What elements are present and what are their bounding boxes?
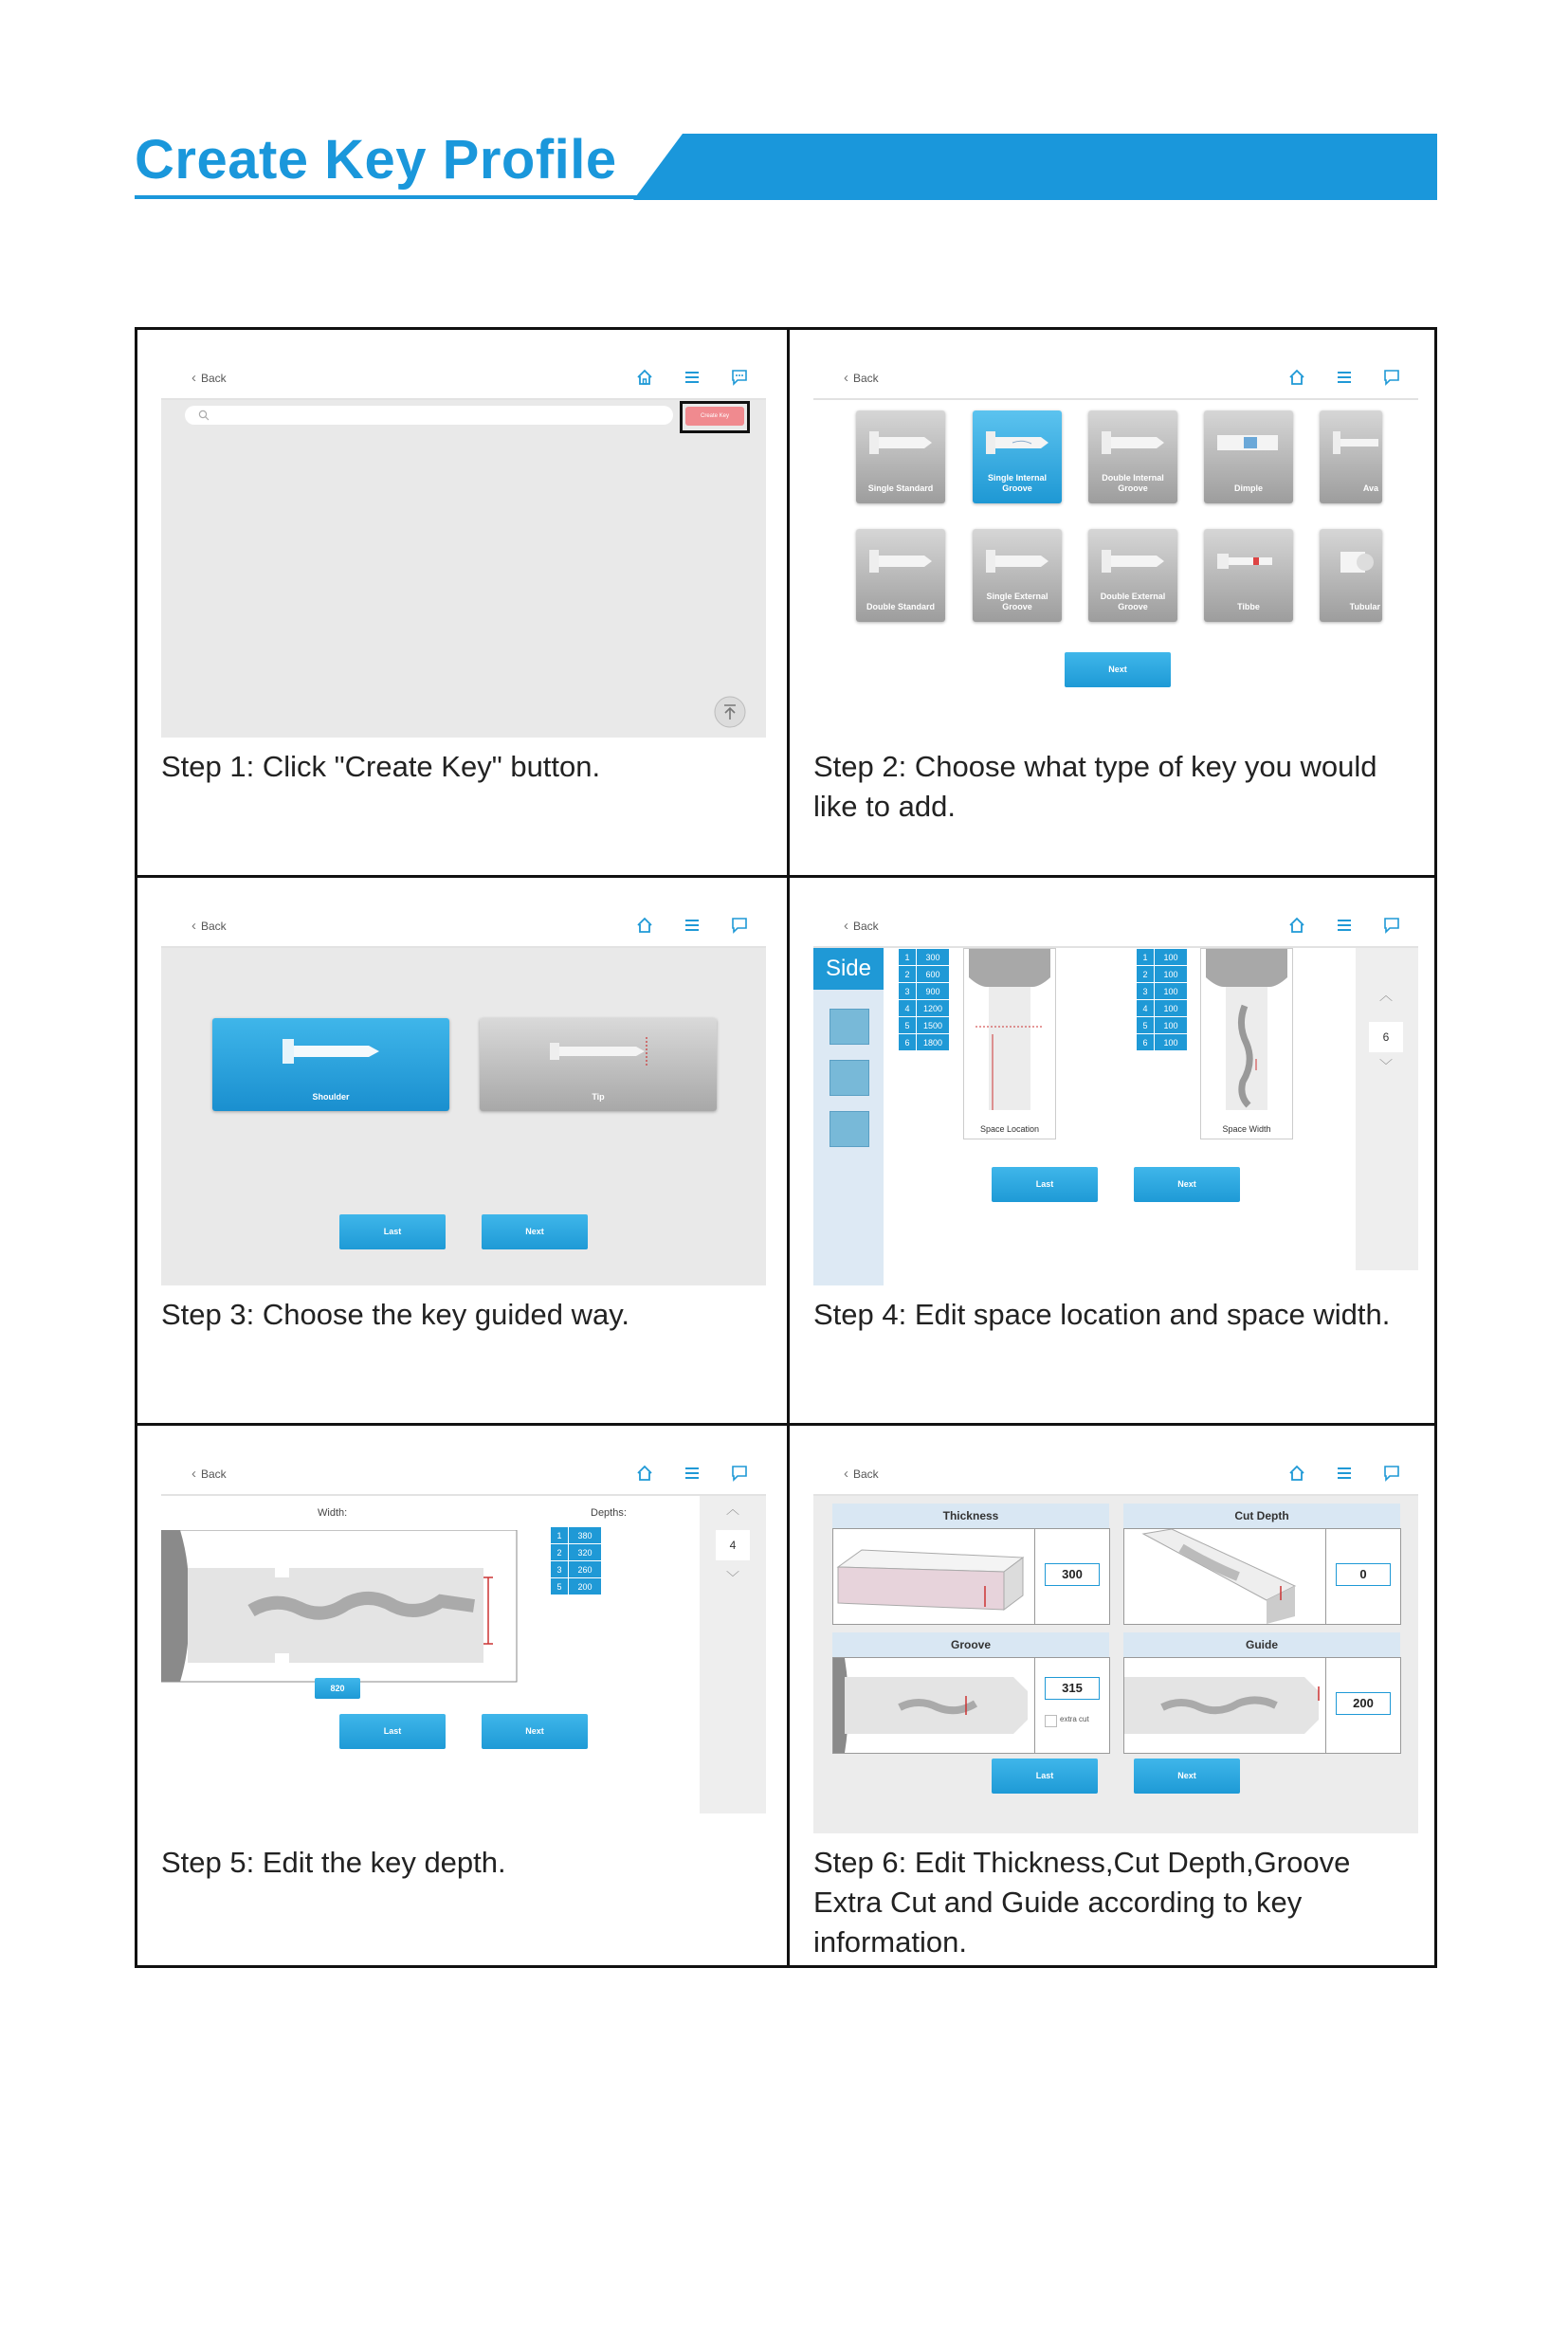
chat-icon[interactable] xyxy=(730,916,749,935)
app-topbar xyxy=(161,906,766,948)
key-guide-icon xyxy=(1124,1658,1325,1753)
menu-icon[interactable] xyxy=(1335,916,1354,935)
extra-cut-checkbox[interactable] xyxy=(1045,1715,1057,1727)
side-ab-option[interactable] xyxy=(830,1111,869,1147)
shoulder-option[interactable] xyxy=(212,1018,449,1111)
key-type-label: Dimple xyxy=(1233,483,1263,493)
key-type-label: Ava xyxy=(1362,483,1378,493)
key-type-tile[interactable] xyxy=(856,410,945,503)
back-label: Back xyxy=(201,372,227,385)
next-button[interactable]: Next xyxy=(1134,1167,1240,1202)
chevron-left-icon: ‹ xyxy=(844,370,848,386)
key-type-tile[interactable] xyxy=(856,529,945,622)
parameters-panel xyxy=(813,1496,1418,1833)
depths-table: 1 380 2 320 3 260 5 200 xyxy=(550,1526,602,1595)
back-button[interactable] xyxy=(844,370,879,386)
cut-depth-input-area xyxy=(1325,1528,1401,1625)
back-button[interactable] xyxy=(191,1466,227,1482)
guide-image xyxy=(1123,1657,1326,1754)
key-type-label: Single Internal Groove xyxy=(987,473,1047,493)
key-icon xyxy=(984,428,1050,458)
last-button[interactable]: Last xyxy=(992,1167,1098,1202)
key-icon xyxy=(1100,428,1166,458)
back-label: Back xyxy=(201,920,227,933)
next-button[interactable]: Next xyxy=(482,1714,588,1749)
key-icon xyxy=(279,1035,383,1067)
groove-image xyxy=(832,1657,1035,1754)
side-label: Side xyxy=(813,948,884,990)
key-type-label: Double Internal Groove xyxy=(1102,473,1164,493)
key-icon xyxy=(1100,546,1166,576)
option-label: Tip xyxy=(592,1092,605,1102)
chat-icon[interactable] xyxy=(1382,916,1401,935)
key-type-label: Single External Groove xyxy=(986,592,1048,611)
step-1-cell xyxy=(137,330,786,875)
app-topbar xyxy=(161,358,766,400)
step-2-screenshot xyxy=(813,358,1418,738)
next-button[interactable]: Next xyxy=(1065,652,1171,687)
back-button[interactable] xyxy=(191,370,227,386)
side-panel xyxy=(813,948,884,1285)
side-b-option[interactable] xyxy=(830,1060,869,1096)
key-icon xyxy=(984,546,1050,576)
stepper-panel xyxy=(700,1496,766,1813)
option-label: Shoulder xyxy=(312,1092,350,1102)
key-type-tile[interactable] xyxy=(1088,410,1177,503)
key-icon xyxy=(546,1035,650,1067)
guide-panel xyxy=(161,948,766,1285)
next-button[interactable]: Next xyxy=(1134,1759,1240,1794)
key-type-label: Tubular xyxy=(1349,602,1380,611)
tip-option[interactable] xyxy=(480,1018,717,1111)
chevron-down-icon[interactable]: ﹀ xyxy=(1379,1058,1393,1073)
search-input[interactable] xyxy=(185,406,673,425)
guide-header: Guide xyxy=(1123,1632,1400,1657)
chevron-left-icon: ‹ xyxy=(844,1466,848,1482)
chevron-left-icon: ‹ xyxy=(844,918,848,934)
chevron-left-icon: ‹ xyxy=(191,370,196,386)
cut-depth-input[interactable]: 0 xyxy=(1336,1563,1391,1586)
key-icon xyxy=(1215,428,1282,458)
key-type-label: Tibbe xyxy=(1237,602,1260,611)
step-1-screenshot xyxy=(161,358,766,738)
step-caption: Step 4: Edit space location and space width. xyxy=(813,1298,1391,1331)
step-4-cell xyxy=(790,878,1438,1423)
depths-label: Depths: xyxy=(591,1507,627,1519)
scroll-top-icon[interactable] xyxy=(714,696,746,728)
key-icon xyxy=(1331,428,1378,458)
stepper-panel xyxy=(1356,948,1418,1270)
menu-icon[interactable] xyxy=(683,1464,702,1483)
key-type-tile[interactable] xyxy=(1320,529,1382,622)
chat-icon[interactable] xyxy=(730,368,749,387)
home-icon[interactable] xyxy=(635,916,654,935)
step-caption: Step 1: Click "Create Key" button. xyxy=(161,750,601,783)
key-type-label: Double Standard xyxy=(866,602,935,611)
groove-header: Groove xyxy=(832,1632,1109,1657)
back-label: Back xyxy=(853,372,879,385)
header-banner xyxy=(633,134,1437,200)
space-width-diagram xyxy=(1200,948,1293,1139)
step-4-screenshot xyxy=(813,906,1418,1285)
home-icon[interactable] xyxy=(1287,1464,1306,1483)
chevron-left-icon: ‹ xyxy=(191,918,196,934)
stepper-value[interactable]: 4 xyxy=(716,1530,750,1560)
last-button[interactable]: Last xyxy=(339,1214,446,1249)
space-width-label: Space Width xyxy=(1222,1124,1271,1134)
key-type-tile[interactable] xyxy=(1204,529,1293,622)
app-topbar xyxy=(813,906,1418,948)
last-button[interactable]: Last xyxy=(992,1759,1098,1794)
width-label: Width: xyxy=(318,1507,348,1519)
chevron-up-icon[interactable]: ︿ xyxy=(1379,988,1393,1003)
back-label: Back xyxy=(201,1467,227,1481)
menu-icon[interactable] xyxy=(1335,1464,1354,1483)
last-button[interactable]: Last xyxy=(339,1714,446,1749)
guide-input-area xyxy=(1325,1657,1401,1754)
chat-icon[interactable] xyxy=(730,1464,749,1483)
space-location-diagram xyxy=(963,948,1056,1139)
back-button[interactable] xyxy=(844,1466,879,1482)
home-icon[interactable] xyxy=(635,1464,654,1483)
chat-icon[interactable] xyxy=(1382,368,1401,387)
space-location-table: 1 300 2 600 3 900 4 1200 5 1500 6 1800 xyxy=(898,948,950,1051)
stepper-value[interactable]: 6 xyxy=(1369,1022,1403,1052)
groove-input-area xyxy=(1034,1657,1110,1754)
step-caption: Step 5: Edit the key depth. xyxy=(161,1846,506,1879)
key-blade-icon xyxy=(1201,949,1292,1110)
back-label: Back xyxy=(853,1467,879,1481)
step-caption: Step 3: Choose the key guided way. xyxy=(161,1298,630,1331)
chevron-up-icon[interactable]: ︿ xyxy=(726,1502,739,1517)
thickness-input-area xyxy=(1034,1528,1110,1625)
back-button[interactable] xyxy=(844,918,879,934)
menu-icon[interactable] xyxy=(1335,368,1354,387)
step-3-screenshot xyxy=(161,906,766,1285)
step-3-cell xyxy=(137,878,786,1423)
search-icon xyxy=(198,410,210,421)
key-type-tile[interactable] xyxy=(1320,410,1382,503)
home-icon[interactable] xyxy=(635,368,654,387)
groove-input[interactable]: 315 xyxy=(1045,1677,1100,1700)
home-icon[interactable] xyxy=(1287,368,1306,387)
thickness-header: Thickness xyxy=(832,1504,1109,1528)
create-key-button[interactable]: Create Key xyxy=(685,407,744,426)
cut-depth-header: Cut Depth xyxy=(1123,1504,1400,1528)
guide-input[interactable]: 200 xyxy=(1336,1692,1391,1715)
key-type-tile[interactable] xyxy=(973,529,1062,622)
key-blank-icon xyxy=(833,1529,1034,1624)
key-blade-icon xyxy=(964,949,1055,1110)
step-caption: Step 2: Choose what type of key you would like to add. xyxy=(813,750,1377,823)
step-5-screenshot xyxy=(161,1454,766,1833)
app-topbar xyxy=(161,1454,766,1496)
chat-icon[interactable] xyxy=(1382,1464,1401,1483)
extra-cut-label: extra cut xyxy=(1060,1715,1089,1723)
key-type-tile[interactable] xyxy=(1088,529,1177,622)
menu-icon[interactable] xyxy=(683,368,702,387)
chevron-down-icon[interactable]: ﹀ xyxy=(726,1570,739,1585)
app-topbar xyxy=(813,1454,1418,1496)
steps-grid xyxy=(135,327,1437,1968)
key-type-tile[interactable] xyxy=(1204,410,1293,503)
back-button[interactable] xyxy=(191,918,227,934)
space-width-table: 1 100 2 100 3 100 4 100 5 100 6 100 xyxy=(1136,948,1188,1051)
thickness-image xyxy=(832,1528,1035,1625)
key-groove-icon xyxy=(833,1658,1034,1753)
step-5-cell xyxy=(137,1426,786,1971)
key-list-panel xyxy=(161,400,766,738)
page-title: Create Key Profile xyxy=(135,129,617,191)
key-type-label: Double External Groove xyxy=(1100,592,1166,611)
key-icon xyxy=(1331,546,1378,576)
home-icon[interactable] xyxy=(1287,916,1306,935)
key-profile-diagram xyxy=(161,1530,521,1696)
back-label: Back xyxy=(853,920,879,933)
space-location-label: Space Location xyxy=(979,1124,1040,1134)
key-type-label: Single Standard xyxy=(867,483,934,493)
step-2-cell xyxy=(790,330,1438,875)
cut-depth-image xyxy=(1123,1528,1326,1625)
width-value[interactable]: 820 xyxy=(315,1678,360,1699)
step-6-screenshot xyxy=(813,1454,1418,1833)
key-icon xyxy=(867,428,934,458)
key-icon xyxy=(867,546,934,576)
key-type-tile-selected[interactable] xyxy=(973,410,1062,503)
key-cut-icon xyxy=(1124,1529,1325,1624)
next-button[interactable]: Next xyxy=(482,1214,588,1249)
step-caption: Step 6: Edit Thickness,Cut Depth,Groove Extra Cut and Guide according to key information. xyxy=(813,1846,1351,1959)
step-6-cell xyxy=(790,1426,1438,1971)
thickness-input[interactable]: 300 xyxy=(1045,1563,1100,1586)
menu-icon[interactable] xyxy=(683,916,702,935)
title-underline xyxy=(135,195,637,199)
app-topbar xyxy=(813,358,1418,400)
chevron-left-icon: ‹ xyxy=(191,1466,196,1482)
key-icon xyxy=(1215,546,1282,576)
side-a-option[interactable] xyxy=(830,1009,869,1045)
